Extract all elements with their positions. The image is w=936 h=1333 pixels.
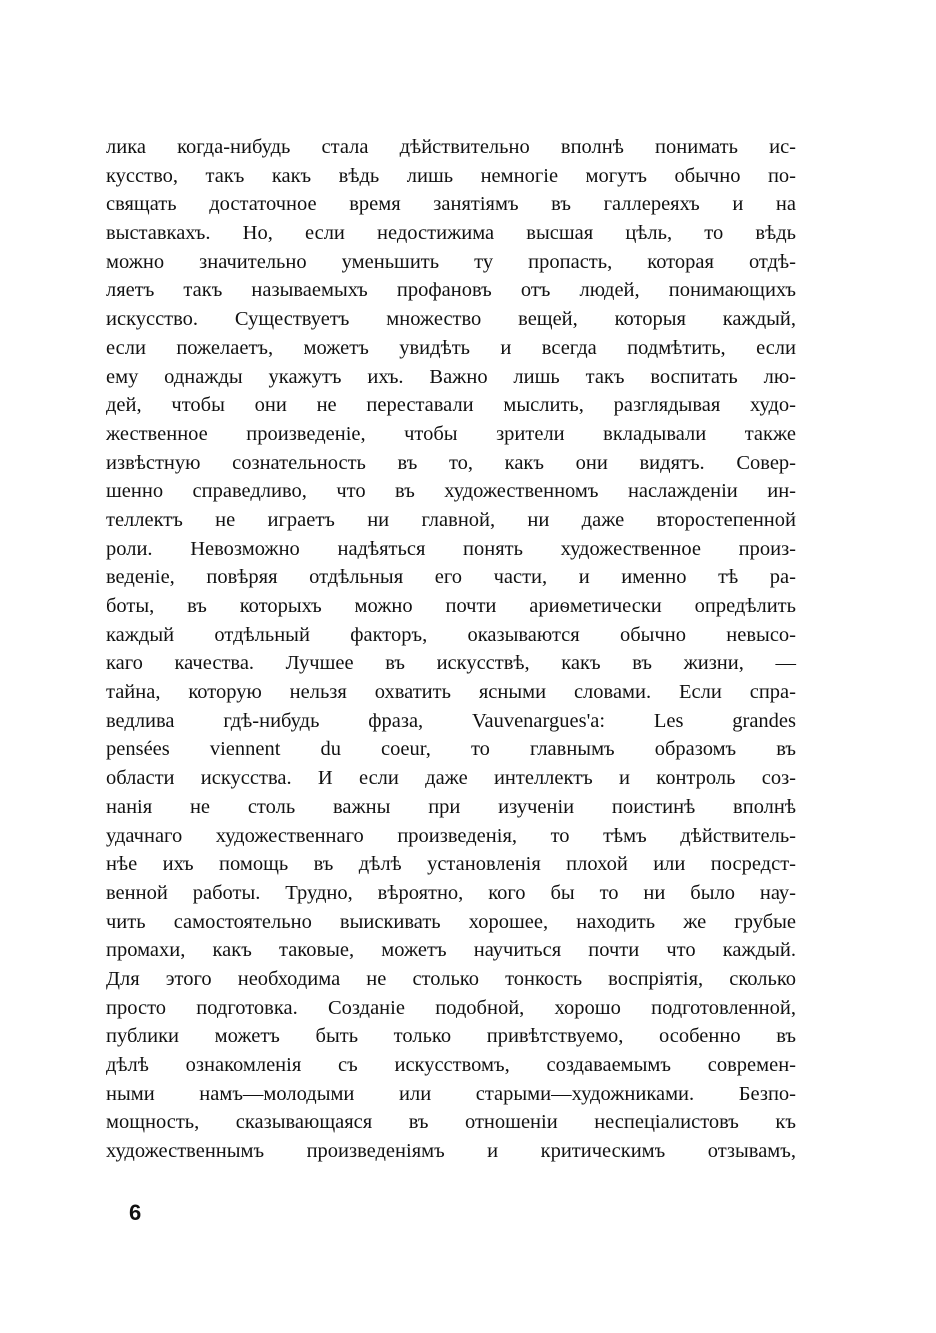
- text-line: шенно справедливо, что въ художественномъ наслажденіи ин-: [106, 480, 796, 503]
- text-line: лика когда-нибудь стала дѣйствительно вполнѣ понимать ис-: [106, 136, 796, 158]
- text-line: чить самостоятельно выискивать хорошее, находить же грубые: [106, 910, 796, 933]
- text-line: pensées viennent du coeur, то главнымъ образомъ въ: [106, 738, 796, 761]
- body-text: [106, 133, 796, 1166]
- text-line: роли. Невозможно надѣяться понять художественное произ-: [106, 537, 796, 560]
- text-line: искусство. Существуетъ множество вещей, которыя каждый,: [106, 308, 796, 331]
- text-line: мощность, сказывающаяся въ отношеніи неспеціалистовъ къ: [106, 1111, 796, 1134]
- text-line: свящать достаточное время занятіямъ въ галлереяхъ и на: [106, 193, 796, 216]
- text-line: если пожелаетъ, можетъ увидѣть и всегда подмѣтить, если: [106, 336, 796, 359]
- text-line: художественнымъ произведеніямъ и критическимъ отзывамъ,: [106, 1140, 796, 1163]
- text-line: дѣлѣ ознакомленія съ искусствомъ, создаваемымъ современ-: [106, 1054, 796, 1076]
- text-line: кусство, такъ какъ вѣдь лишь немногіе могутъ обычно по-: [106, 164, 796, 187]
- text-line: тайна, которую нельзя охватить ясными словами. Если спра-: [106, 681, 796, 704]
- text-line: выставкахъ. Но, если недостижима высшая цѣль, то вѣдь: [106, 222, 796, 245]
- text-line: публики можетъ быть только привѣтствуемо, особенно въ: [106, 1025, 796, 1048]
- text-line: каждый отдѣльный факторъ, оказываются обычно невысо-: [106, 623, 796, 646]
- text-line: ляетъ такъ называемыхъ профановъ отъ людей, понимающихъ: [106, 279, 796, 302]
- text-line: просто подготовка. Созданіе подобной, хорошо подготовленной,: [106, 996, 796, 1019]
- text-line: ведлива гдѣ-нибудь фраза, Vauvenargues'а: Les grandes: [106, 709, 796, 732]
- text-line: ему однажды укажутъ ихъ. Важно лишь такъ воспитать лю-: [106, 365, 796, 388]
- text-line: жественное произведеніе, чтобы зрители вкладывали также: [106, 422, 796, 445]
- text-line: дей, чтобы они не переставали мыслить, разглядывая худо-: [106, 394, 796, 417]
- text-line: венной работы. Трудно, вѣроятно, кого бы то ни было нау-: [106, 881, 796, 904]
- text-line: боты, въ которыхъ можно почти ариѳметически опредѣлить: [106, 595, 796, 617]
- text-line: можно значительно уменьшить ту пропасть, которая отдѣ-: [106, 250, 796, 273]
- text-line: теллектъ не играетъ ни главной, ни даже второстепенной: [106, 508, 796, 531]
- text-line: каго качества. Лучшее въ искусствѣ, какъ въ жизни, —: [106, 652, 796, 675]
- text-line: нанія не столь важны при изученіи поистинѣ вполнѣ: [106, 795, 796, 818]
- text-line: веденіе, повѣряя отдѣльныя его части, и именно тѣ ра-: [106, 566, 796, 589]
- text-line: удачнаго художественнаго произведенія, то тѣмъ дѣйствитель-: [106, 824, 796, 847]
- text-line: области искусства. И если даже интеллектъ и контроль соз-: [106, 767, 796, 790]
- text-line: Для этого необходима не столько тонкость воспріятія, сколько: [106, 967, 796, 990]
- text-line: нѣе ихъ помощь въ дѣлѣ установленія плохой или посредст-: [106, 853, 796, 876]
- text-line: промахи, какъ таковые, можетъ научиться почти что каждый.: [106, 939, 796, 962]
- text-line: извѣстную сознательность въ то, какъ они видятъ. Совер-: [106, 451, 796, 474]
- text-line: ными намъ—молодыми или старыми—художниками. Безпо-: [106, 1082, 796, 1105]
- page-number: 6: [129, 1200, 142, 1225]
